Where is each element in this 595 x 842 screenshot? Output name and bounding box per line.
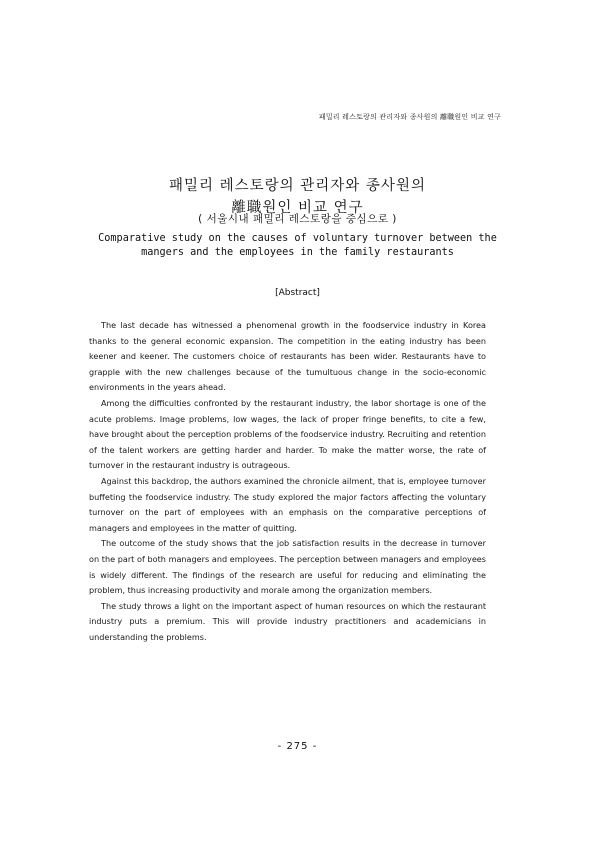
running-head: 패밀리 레스토랑의 관리자와 종사원의 離職원인 비교 연구: [318, 113, 501, 121]
abstract-body: [89, 318, 486, 645]
page-number: - 275 -: [277, 741, 318, 752]
english-title: [0, 232, 595, 260]
abstract-heading: [Abstract]: [275, 288, 320, 298]
abstract-paragraph: The last decade has witnessed a phenomenal growth in the foodservice industry in Korea thanks to the general economic expansion. The competition in the eating industry has been keener and keener. The customers choice of restaurants has been wider. Restaurants have to grapple with the new challenges because of the tumultuous change in the socio-economic environments in the years ahead.: [89, 320, 486, 393]
korean-subtitle: ( 서울시내 패밀리 레스토랑을 중심으로 ): [198, 213, 397, 225]
abstract-paragraph: Among the difficulties confronted by the restaurant industry, the labor shortage is one of the acute problems. Image problems, low wages, the lack of proper fringe benefits, to cite a few, have brought about the perception problems of the foodservice industry. Recruiting and retention of the talent workers are getting harder and harder. To make the matter worse, the rate of turnover in the restaurant industry is outrageous.: [89, 397, 486, 471]
english-title-line-1: Comparative study on the causes of voluntary turnover between the: [98, 233, 497, 244]
abstract-paragraph: The study throws a light on the important aspect of human resources on which the restaurant industry puts a premium. This will provide industry practitioners and academicians in understanding the problems.: [89, 600, 486, 642]
abstract-paragraph: Against this backdrop, the authors examined the chronicle ailment, that is, employee turnover buffeting the foodservice industry. The study explored the major factors affecting the voluntary turnover on the part of employees with an emphasis on the comparative perceptions of managers and employees in the matter of quitting.: [89, 475, 486, 533]
korean-title-line-2: 離職원인 비교 연구: [231, 200, 364, 216]
abstract-paragraph: The outcome of the study shows that the job satisfaction results in the decrease in turnover on the part of both managers and employees. The perception between managers and employees is widely different. The findings of the research are useful for reducing and eliminating the problem, thus increasing productivity and morale among the organization members.: [89, 538, 486, 596]
korean-title-line-1: 패밀리 레스토랑의 관리자와 종사원의: [169, 178, 426, 194]
english-title-line-2: mangers and the employees in the family restaurants: [141, 247, 454, 258]
